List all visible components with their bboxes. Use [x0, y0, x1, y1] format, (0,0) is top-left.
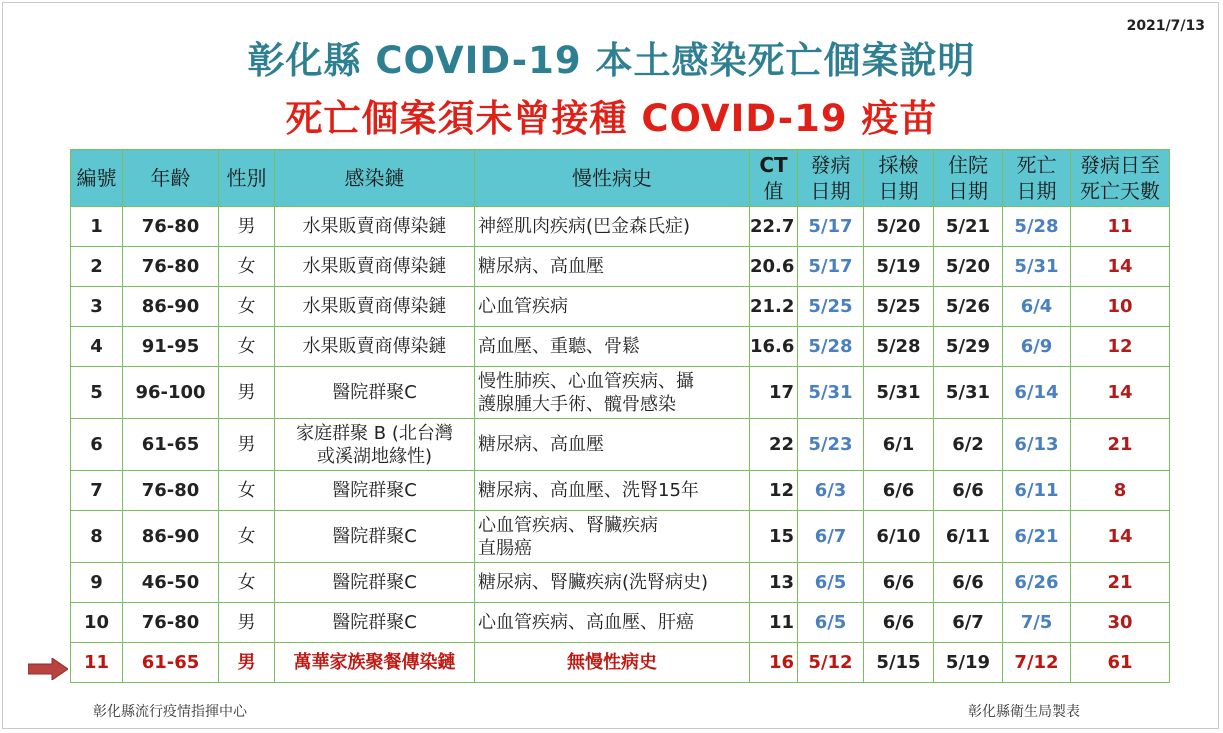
cell-no: 5 [71, 367, 123, 419]
cell-chain [275, 367, 475, 419]
cell-death: 7/12 [1003, 643, 1071, 683]
cell-test: 5/28 [864, 327, 934, 367]
cell-days: 14 [1071, 367, 1170, 419]
cell-age: 61-65 [123, 643, 219, 683]
cell-age: 46-50 [123, 563, 219, 603]
cell-age: 61-65 [123, 419, 219, 471]
cell-chain [275, 603, 475, 643]
cell-age: 86-90 [123, 511, 219, 563]
cell-onset: 5/23 [798, 419, 864, 471]
cell-ct: 16 [750, 643, 798, 683]
cell-days: 21 [1071, 419, 1170, 471]
table-header-row [71, 150, 1170, 207]
cell-sex: 男 [219, 643, 275, 683]
cell-chain-line2: 或溪湖地緣性) [316, 445, 433, 467]
header-admit [934, 150, 1003, 207]
cell-days: 61 [1071, 643, 1170, 683]
cell-test: 5/20 [864, 207, 934, 247]
table-row [71, 367, 1170, 419]
cell-history-line1: 高血壓、重聽、骨鬆 [478, 336, 640, 357]
table-row [71, 603, 1170, 643]
header-test-line1: 採檢 [878, 153, 919, 177]
cell-onset: 5/28 [798, 327, 864, 367]
cell-sex: 女 [219, 563, 275, 603]
cell-history-line1: 心血管疾病、高血壓、肝癌 [478, 612, 694, 633]
cell-days: 12 [1071, 327, 1170, 367]
cell-history [475, 247, 750, 287]
cell-chain-line1: 醫院群聚C [332, 480, 417, 501]
cell-no: 11 [71, 643, 123, 683]
page-subtitle: 死亡個案須未曾接種 COVID-19 疫苗 [285, 97, 938, 140]
cell-no: 8 [71, 511, 123, 563]
cell-admit: 6/2 [934, 419, 1003, 471]
cell-death: 5/31 [1003, 247, 1071, 287]
cell-ct: 11 [750, 603, 798, 643]
header-onset-line2: 日期 [810, 179, 851, 203]
cell-no: 10 [71, 603, 123, 643]
cell-onset: 6/3 [798, 471, 864, 511]
header-chain: 感染鏈 [275, 150, 475, 207]
header-admit-line2: 日期 [948, 179, 988, 203]
cell-history-line1: 慢性肺疾、心血管疾病、攝 [478, 370, 694, 392]
cell-age: 86-90 [123, 287, 219, 327]
table-row [71, 247, 1170, 287]
cell-age: 76-80 [123, 471, 219, 511]
cell-age: 91-95 [123, 327, 219, 367]
cell-history-line1: 糖尿病、高血壓 [478, 434, 604, 455]
cell-history [475, 207, 750, 247]
report-date: 2021/7/13 [1126, 18, 1205, 34]
header-admit-line1: 住院 [948, 153, 988, 177]
cell-sex: 女 [219, 511, 275, 563]
cell-ct: 16.6 [750, 327, 798, 367]
cell-sex: 男 [219, 603, 275, 643]
cell-death: 6/9 [1003, 327, 1071, 367]
cell-test: 5/31 [864, 367, 934, 419]
cell-history-line1: 心血管疾病 [478, 296, 568, 317]
footer-source: 彰化縣流行疫情指揮中心 [93, 704, 247, 720]
cell-onset: 6/7 [798, 511, 864, 563]
cell-onset: 5/25 [798, 287, 864, 327]
cell-days: 11 [1071, 207, 1170, 247]
cell-admit: 5/26 [934, 287, 1003, 327]
cell-admit: 5/31 [934, 367, 1003, 419]
cell-history [475, 419, 750, 471]
cell-onset: 6/5 [798, 563, 864, 603]
cell-test: 6/10 [864, 511, 934, 563]
cell-chain [275, 207, 475, 247]
cell-chain [275, 247, 475, 287]
cell-death: 6/14 [1003, 367, 1071, 419]
header-no: 編號 [71, 150, 123, 207]
cell-sex: 女 [219, 287, 275, 327]
cell-death: 6/21 [1003, 511, 1071, 563]
cell-no: 3 [71, 287, 123, 327]
cell-sex: 女 [219, 247, 275, 287]
cell-test: 5/15 [864, 643, 934, 683]
cell-history [475, 643, 750, 683]
table-row-highlighted [71, 643, 1170, 683]
cell-days: 30 [1071, 603, 1170, 643]
cell-ct: 22 [750, 419, 798, 471]
cell-ct: 12 [750, 471, 798, 511]
header-days-line2: 死亡天數 [1080, 179, 1160, 203]
cell-days: 10 [1071, 287, 1170, 327]
table-row [71, 511, 1170, 563]
cell-history [475, 603, 750, 643]
cell-sex: 男 [219, 207, 275, 247]
cell-ct: 13 [750, 563, 798, 603]
cell-sex: 女 [219, 471, 275, 511]
cell-chain [275, 563, 475, 603]
cell-sex: 男 [219, 419, 275, 471]
header-onset [798, 150, 864, 207]
cell-onset: 5/31 [798, 367, 864, 419]
header-age: 年齡 [123, 150, 219, 207]
header-test [864, 150, 934, 207]
cell-test: 6/6 [864, 563, 934, 603]
cell-onset: 5/17 [798, 247, 864, 287]
cell-chain-line1: 家庭群聚 B (北台灣 [296, 422, 453, 444]
cell-test: 5/25 [864, 287, 934, 327]
cell-death: 6/26 [1003, 563, 1071, 603]
footer-maker: 彰化縣衛生局製表 [968, 704, 1080, 720]
cell-admit: 6/7 [934, 603, 1003, 643]
cell-chain-line1: 萬華家族聚餐傳染鏈 [293, 652, 456, 673]
cell-chain-line1: 醫院群聚C [332, 382, 417, 403]
cell-test: 6/1 [864, 419, 934, 471]
cell-death: 6/4 [1003, 287, 1071, 327]
cell-ct: 15 [750, 511, 798, 563]
header-test-line2: 日期 [878, 179, 919, 203]
cell-days: 14 [1071, 247, 1170, 287]
cell-days: 14 [1071, 511, 1170, 563]
cell-admit: 5/20 [934, 247, 1003, 287]
cell-onset: 6/5 [798, 603, 864, 643]
header-ct-line2: 值 [763, 179, 784, 203]
table-row [71, 327, 1170, 367]
death-case-table [70, 149, 1170, 683]
cell-no: 2 [71, 247, 123, 287]
cell-history [475, 563, 750, 603]
cell-admit: 6/6 [934, 471, 1003, 511]
cell-history [475, 327, 750, 367]
cell-history-line1: 糖尿病、高血壓、洗腎15年 [478, 480, 699, 501]
cell-death: 6/13 [1003, 419, 1071, 471]
cell-days: 8 [1071, 471, 1170, 511]
cell-chain [275, 419, 475, 471]
cell-sex: 女 [219, 327, 275, 367]
table-row [71, 471, 1170, 511]
cell-ct: 17 [750, 367, 798, 419]
cell-age: 76-80 [123, 247, 219, 287]
cell-chain [275, 643, 475, 683]
table-row [71, 207, 1170, 247]
header-death-line2: 日期 [1016, 179, 1057, 203]
cell-history-line1: 心血管疾病、腎臟疾病 [478, 514, 658, 536]
cell-ct: 22.7 [750, 207, 798, 247]
cell-age: 76-80 [123, 603, 219, 643]
cell-history-line1: 神經肌肉疾病(巴金森氏症) [478, 216, 691, 237]
cell-no: 1 [71, 207, 123, 247]
cell-admit: 5/29 [934, 327, 1003, 367]
header-ct-line1: CT [759, 153, 788, 177]
cell-onset: 5/17 [798, 207, 864, 247]
cell-test: 6/6 [864, 471, 934, 511]
cell-history [475, 471, 750, 511]
header-onset-line1: 發病 [810, 153, 851, 177]
cell-no: 9 [71, 563, 123, 603]
cell-death: 5/28 [1003, 207, 1071, 247]
cell-history [475, 367, 750, 419]
table-row [71, 419, 1170, 471]
cell-chain [275, 287, 475, 327]
cell-history-line1: 無慢性病史 [567, 652, 657, 673]
cell-chain-line1: 水果販賣商傳染鏈 [302, 256, 447, 277]
cell-no: 4 [71, 327, 123, 367]
table-row [71, 287, 1170, 327]
cell-test: 5/19 [864, 247, 934, 287]
cell-age: 96-100 [123, 367, 219, 419]
header-days [1071, 150, 1170, 207]
cell-chain-line1: 醫院群聚C [332, 572, 417, 593]
header-days-line1: 發病日至 [1080, 153, 1160, 177]
cell-history-line2: 護腺腫大手術、髖骨感染 [478, 393, 676, 415]
cell-chain-line1: 醫院群聚C [332, 526, 417, 547]
cell-chain [275, 471, 475, 511]
cell-ct: 20.6 [750, 247, 798, 287]
cell-age: 76-80 [123, 207, 219, 247]
cell-sex: 男 [219, 367, 275, 419]
cell-history-line2: 直腸癌 [478, 537, 532, 559]
cell-chain-line1: 水果販賣商傳染鏈 [302, 336, 447, 357]
cell-ct: 21.2 [750, 287, 798, 327]
cell-death: 6/11 [1003, 471, 1071, 511]
cell-chain-line1: 水果販賣商傳染鏈 [302, 296, 447, 317]
cell-test: 6/6 [864, 603, 934, 643]
table-row [71, 563, 1170, 603]
page-title: 彰化縣 COVID-19 本土感染死亡個案說明 [247, 39, 976, 82]
cell-chain-line1: 水果販賣商傳染鏈 [302, 216, 447, 237]
cell-history-line1: 糖尿病、高血壓 [478, 256, 604, 277]
cell-death: 7/5 [1003, 603, 1071, 643]
cell-history [475, 511, 750, 563]
header-sex: 性別 [219, 150, 275, 207]
header-death [1003, 150, 1071, 207]
header-death-line1: 死亡 [1016, 153, 1057, 177]
cell-chain-line1: 醫院群聚C [332, 612, 417, 633]
cell-no: 6 [71, 419, 123, 471]
right-arrow-icon [28, 658, 68, 680]
cell-onset: 5/12 [798, 643, 864, 683]
cell-admit: 5/19 [934, 643, 1003, 683]
cell-history-line1: 糖尿病、腎臟疾病(洗腎病史) [478, 572, 709, 593]
cell-admit: 5/21 [934, 207, 1003, 247]
cell-days: 21 [1071, 563, 1170, 603]
cell-chain [275, 327, 475, 367]
header-history: 慢性病史 [475, 150, 750, 207]
cell-admit: 6/6 [934, 563, 1003, 603]
cell-chain [275, 511, 475, 563]
cell-history [475, 287, 750, 327]
cell-admit: 6/11 [934, 511, 1003, 563]
header-ct [750, 150, 798, 207]
cell-no: 7 [71, 471, 123, 511]
